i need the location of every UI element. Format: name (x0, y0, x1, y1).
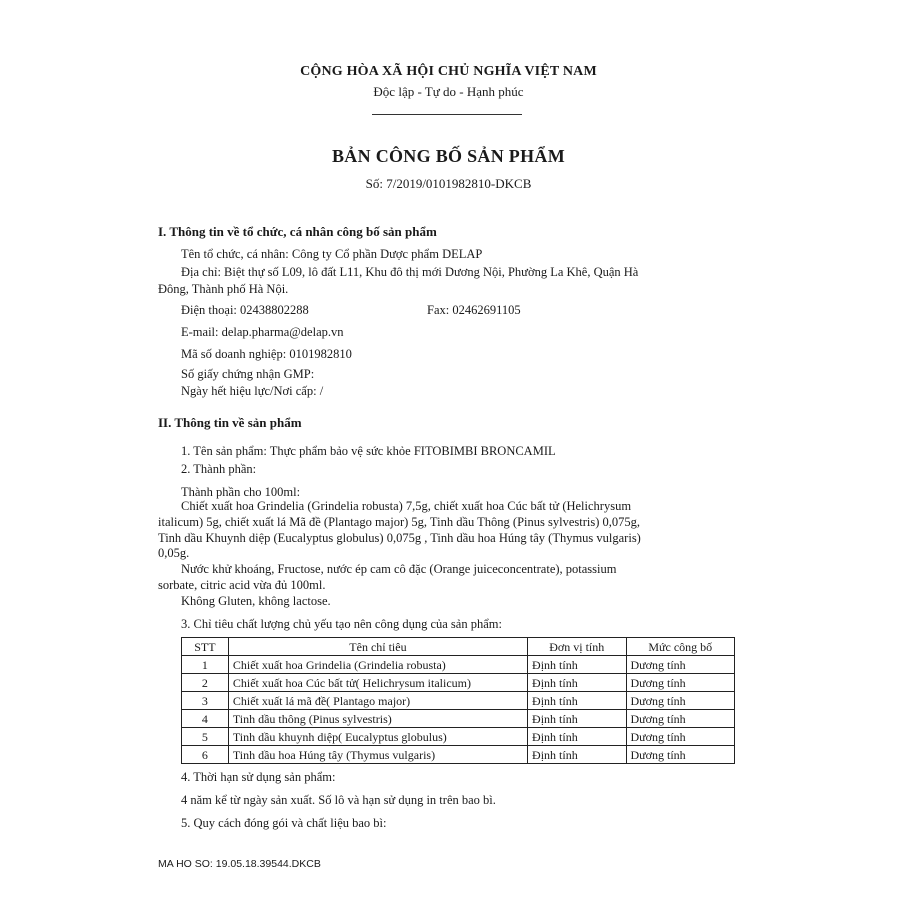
quality-label: 3. Chỉ tiêu chất lượng chủ yếu tạo nên công dụng của sản phẩm: (181, 617, 502, 631)
row-unit: Định tính (528, 656, 626, 674)
section-1-heading: I. Thông tin về tổ chức, cá nhân công bố sản phẩm (158, 224, 437, 239)
header-stt: STT (182, 638, 229, 656)
row-criterion: Tinh dầu khuynh diệp( Eucalyptus globulus) (228, 728, 527, 746)
row-level: Dương tính (626, 674, 735, 692)
table-row (182, 692, 735, 710)
row-unit: Định tính (528, 728, 626, 746)
dossier-code: MA HO SO: 19.05.18.39544.DKCB (158, 858, 321, 870)
address-line-1: Địa chỉ: Biệt thự số L09, lô đất L11, Khu đô thị mới Dương Nội, Phường La Khê, Quận Hà (181, 265, 639, 279)
republic-header: CỘNG HÒA XÃ HỘI CHỦ NGHĨA VIỆT NAM (300, 64, 597, 79)
row-criterion: Tinh dầu thông (Pinus sylvestris) (228, 710, 527, 728)
section-2-heading: II. Thông tin về sản phẩm (158, 415, 302, 430)
row-stt: 1 (182, 656, 229, 674)
row-unit: Định tính (528, 746, 626, 764)
table-row (182, 728, 735, 746)
free-of-statement: Không Gluten, không lactose. (181, 594, 331, 608)
row-stt: 5 (182, 728, 229, 746)
extracts-line-1: Chiết xuất hoa Grindelia (Grindelia robusta) 7,5g, chiết xuất hoa Cúc bất tử (Helichrysum (181, 499, 632, 513)
table-header-row (182, 638, 735, 656)
row-criterion: Chiết xuất hoa Grindelia (Grindelia robusta) (228, 656, 527, 674)
table-row (182, 656, 735, 674)
row-stt: 6 (182, 746, 229, 764)
row-level: Dương tính (626, 692, 735, 710)
row-level: Dương tính (626, 656, 735, 674)
shelf-life-label: 4. Thời hạn sử dụng sản phẩm: (181, 770, 336, 784)
business-code: Mã số doanh nghiệp: 0101982810 (181, 347, 352, 361)
gmp-expiry: Ngày hết hiệu lực/Nơi cấp: / (181, 384, 324, 398)
ingredients-label: 2. Thành phần: (181, 462, 257, 476)
packaging-label: 5. Quy cách đóng gói và chất liệu bao bì: (181, 816, 387, 830)
fax: Fax: 02462691105 (427, 303, 521, 317)
row-criterion: Chiết xuất lá mã đề( Plantago major) (228, 692, 527, 710)
motto: Độc lập - Tự do - Hạnh phúc (373, 84, 524, 99)
extracts-line-4: 0,05g. (158, 546, 190, 560)
per-100ml-label: Thành phần cho 100ml: (181, 485, 301, 499)
table-row (182, 674, 735, 692)
header-unit: Đơn vị tính (528, 638, 626, 656)
table-row (182, 746, 735, 764)
row-level: Dương tính (626, 746, 735, 764)
row-unit: Định tính (528, 692, 626, 710)
quality-table (181, 637, 735, 764)
document-number: Số: 7/2019/0101982810-DKCB (365, 176, 532, 191)
address-line-2: Đông, Thành phố Hà Nội. (158, 282, 289, 296)
org-name: Tên tổ chức, cá nhân: Công ty Cổ phần Dược phẩm DELAP (181, 247, 483, 261)
extracts-line-3: Tinh dầu Khuynh diệp (Eucalyptus globulus) 0,075g , Tinh dầu hoa Húng tây (Thymus vulgaris) (158, 531, 641, 545)
row-level: Dương tính (626, 710, 735, 728)
row-stt: 2 (182, 674, 229, 692)
row-criterion: Chiết xuất hoa Cúc bất tử( Helichrysum italicum) (228, 674, 527, 692)
document-title: BẢN CÔNG BỐ SẢN PHẨM (331, 146, 565, 166)
header-divider (372, 114, 522, 115)
header-criterion: Tên chỉ tiêu (228, 638, 527, 656)
row-criterion: Tinh dầu hoa Húng tây (Thymus vulgaris) (228, 746, 527, 764)
row-unit: Định tính (528, 710, 626, 728)
header-level: Mức công bố (626, 638, 735, 656)
excipients-line-1: Nước khử khoáng, Fructose, nước ép cam cô đặc (Orange juiceconcentrate), potassium (181, 562, 617, 576)
excipients-line-2: sorbate, citric acid vừa đủ 100ml. (158, 578, 326, 592)
email: E-mail: delap.pharma@delap.vn (181, 325, 344, 339)
extracts-line-2: italicum) 5g, chiết xuất lá Mã đề (Plantago major) 5g, Tinh dầu Thông (Pinus sylvestris) 0,075g, (158, 515, 641, 529)
table-row (182, 710, 735, 728)
product-name: 1. Tên sản phẩm: Thực phẩm bảo vệ sức khỏe FITOBIMBI BRONCAMIL (181, 444, 556, 458)
row-stt: 3 (182, 692, 229, 710)
gmp-certificate: Số giấy chứng nhận GMP: (181, 367, 315, 381)
shelf-life: 4 năm kể từ ngày sản xuất. Số lô và hạn sử dụng in trên bao bì. (181, 793, 496, 807)
row-level: Dương tính (626, 728, 735, 746)
row-stt: 4 (182, 710, 229, 728)
row-unit: Định tính (528, 674, 626, 692)
phone: Điện thoại: 02438802288 (181, 303, 309, 317)
